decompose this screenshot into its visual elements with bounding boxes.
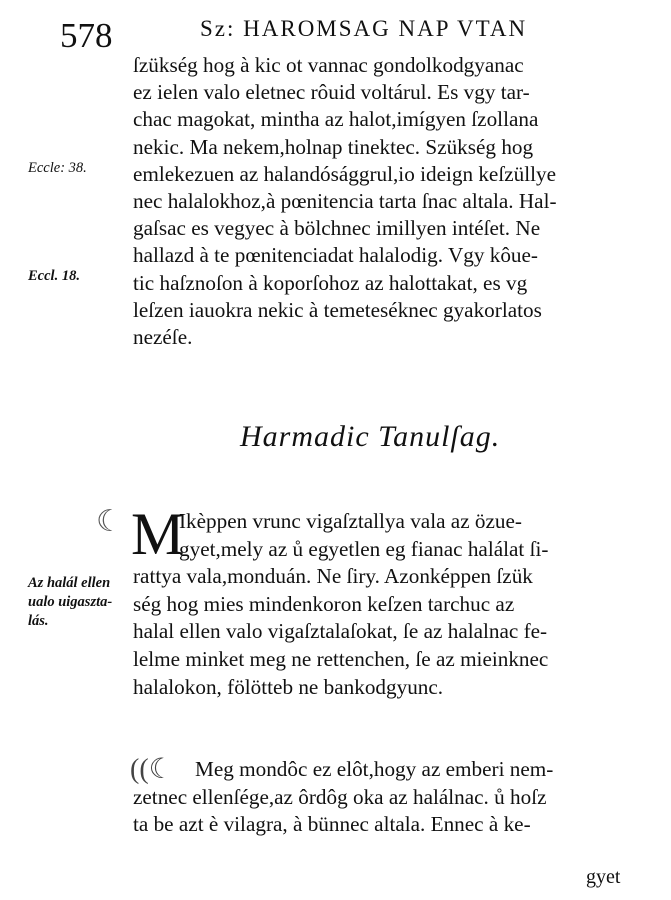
text-line: nekic. Ma nekem,holnap tinektec. Szükség hog: [133, 134, 534, 159]
section-title: Harmadic Tanulſag.: [240, 420, 501, 453]
text-line: tic haſznoſon à koporſohoz az halottakat, es vg: [133, 270, 528, 295]
margin-note-consolation: lás.: [28, 613, 49, 629]
text-line: leſzen iauokra nekic à temeteséknec gyakorlatos: [133, 297, 542, 322]
text-line: ség hog mies mindenkoron keſzen tarchuc az: [133, 591, 515, 616]
drop-cap: M: [131, 501, 185, 567]
text-line: ez ielen valo eletnec rôuid voltárul. Es vgy tar-: [133, 80, 530, 105]
text-line: rattya vala,monduán. Ne ſiry. Azonképpen ſzük: [133, 564, 533, 589]
text-line: Meg mondôc ez elôt,hogy az emberi nem-: [195, 757, 554, 781]
margin-note-consolation: ualo uigaszta-: [28, 594, 113, 610]
text-line: nec halalokhoz,à pœnitencia tarta ſnac altala. Hal-: [133, 188, 557, 213]
pilcrow-ornament: ((☾: [130, 754, 174, 785]
text-line: hallazd à te pœnitenciadat halalodig. Vgy kôue-: [133, 243, 538, 268]
text-line: ta be azt è vilagra, à bünnec altala. Ennec à ke-: [133, 812, 531, 837]
text-line: lelme minket meg ne rettenchen, ſe az mieinknec: [133, 646, 549, 671]
text-line: gaſsac es vegyec à bölchnec imillyen intéſet. Ne: [133, 216, 541, 241]
running-head: Sz: HAROMSAG NAP VTAN: [200, 16, 528, 41]
text-line: Ikèppen vrunc vigaſztallya vala az özue-: [179, 509, 522, 533]
text-line: ſzükség hog à kic ot vannac gondolkodgyanac: [133, 53, 524, 77]
paragraph-2: [131, 501, 549, 701]
margin-note-consolation: Az halál ellen: [28, 575, 111, 591]
text-line: halalokon, fölötteb ne bankodgyunc.: [133, 674, 444, 699]
paragraph-3: [133, 756, 553, 839]
catchword: gyet: [586, 866, 621, 888]
text-line: emlekezuen az halandósággrul,io ideign keſzüllye: [133, 161, 556, 186]
text-line: halal ellen valo vigaſztalaſokat, ſe az halalnac fe-: [133, 619, 548, 644]
text-line: chac magokat, mintha az halot,imígyen ſzollana: [133, 107, 539, 132]
margin-note-eccl-18: Eccl. 18.: [28, 268, 80, 284]
paragraph-1: [133, 52, 653, 351]
text-line: zetnec ellenſége,az ôrdôg oka az halálnac. ů hoſz: [133, 784, 547, 809]
text-line: gyet,mely az ů egyetlen eg fianac halálat ſi-: [179, 536, 549, 561]
text-line: nezéſe.: [133, 324, 193, 349]
page-number: 578: [60, 16, 113, 55]
margin-note-eccle-38: Eccle: 38.: [28, 160, 87, 176]
pilcrow-ornament: ☾: [96, 505, 123, 538]
